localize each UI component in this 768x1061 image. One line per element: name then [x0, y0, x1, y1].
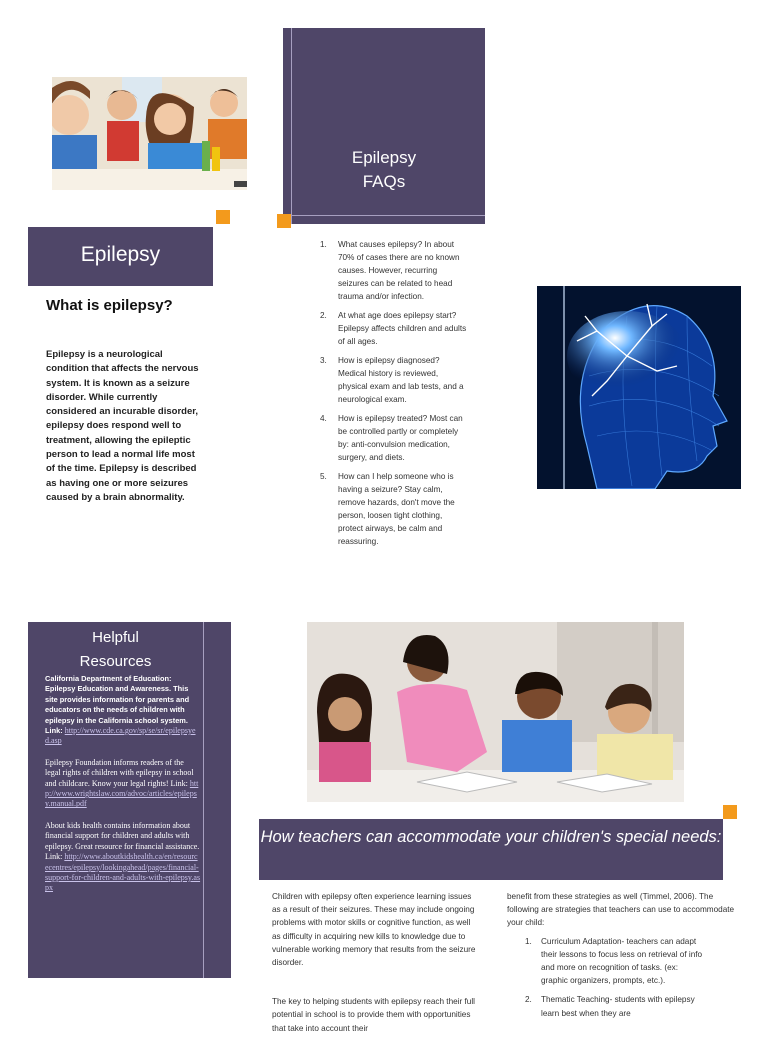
paragraph: The key to helping students with epilepsy reach their full potential in school is to provide them with opportunities that take into account their	[272, 997, 475, 1033]
resource-link-cde[interactable]: http://www.cde.ca.gov/sp/se/sr/epilepsyed.asp	[45, 726, 196, 746]
faq-title-line2: FAQs	[362, 172, 406, 191]
faq-text: How is epilepsy diagnosed? Medical history is reviewed, physical exam and lab tests, and a neurological exam.	[338, 356, 464, 404]
orange-accent-square	[216, 210, 230, 224]
resources-list	[45, 674, 201, 905]
resources-title	[28, 626, 203, 674]
epilepsy-intro-text: Epilepsy is a neurological condition that affects the nervous system. It is known as a seizure disorder. While currently considered an incurable disorder, epilepsy does respond well to treatment, allowing the epileptic person to lead a normal life most of the time. Epilepsy is described as having one or more seizures caused by a brain abnormality.	[46, 349, 199, 503]
strategy-item	[507, 935, 703, 988]
paragraph: Children with epilepsy often experience learning issues as a result of their seizures. These may include ongoing problems with motor skills or cognitive function, as well as difficulty in acquiring new kills to knowledge due to vulnerable working memory that results from the seizure disorder.	[272, 892, 476, 968]
faq-number: 3.	[320, 356, 327, 365]
faq-title-banner	[283, 28, 485, 224]
resource-link-aboutkidshealth[interactable]: http://www.aboutkidshealth.ca/en/resourcecentres/epilepsy/lookingahead/pages/financial-support-for-children-and-adults-with-epilepsy.aspx	[45, 852, 201, 893]
teacher-students-photo	[307, 622, 684, 802]
strategy-text: Thematic Teaching- students with epilepsy learn best when they are	[541, 995, 695, 1018]
faq-item	[318, 470, 468, 548]
resource-item	[45, 758, 201, 810]
resource-link-wrightslaw[interactable]: http://www.wrightslaw.com/advoc/articles/epilepsy.manual.pdf	[45, 778, 199, 809]
banner-accent-line	[291, 28, 292, 224]
faq-number: 2.	[320, 311, 327, 320]
orange-accent-square	[277, 214, 291, 228]
resources-title-line1: Helpful	[92, 629, 139, 646]
strategies-text	[507, 890, 737, 1026]
teachers-banner-title: How teachers can accommodate your children's special needs:	[260, 828, 722, 846]
teachers-accommodate-banner	[259, 819, 723, 880]
faq-title	[283, 146, 485, 194]
strategy-number: 1.	[525, 936, 532, 946]
strategy-number: 2.	[525, 995, 532, 1005]
faq-number: 4.	[320, 414, 327, 423]
resource-item	[45, 674, 201, 747]
strategies-list	[507, 935, 737, 1020]
faq-text: What causes epilepsy? In about 70% of cases there are no known causes. However, recurring seizures can be related to head trauma and/or infection.	[338, 240, 460, 301]
faq-item	[318, 354, 468, 406]
what-is-epilepsy-heading: What is epilepsy?	[46, 297, 173, 314]
faq-item	[318, 309, 468, 348]
resource-description: California Department of Education: Epilepsy Education and Awareness. This site provides information for parents and educators on the needs of children with epilepsy in the California school system. Link:	[45, 674, 190, 736]
brain-illustration	[537, 286, 741, 489]
faq-text: How can I help someone who is having a seizure? Stay calm, remove hazards, don't move the person, loosen tight clothing, protect airways, be calm and reassuring.	[338, 472, 455, 546]
paragraph: benefit from these strategies as well (Timmel, 2006). The following are strategies that teachers can use to accommodate your child:	[507, 892, 735, 928]
orange-accent-square	[723, 805, 737, 819]
helpful-resources-panel	[28, 622, 231, 978]
children-classroom-photo	[52, 77, 247, 190]
faq-list	[318, 238, 468, 554]
learning-issues-text	[272, 890, 477, 1061]
faq-item	[318, 238, 468, 303]
panel-accent-line	[203, 622, 204, 978]
resource-item	[45, 821, 201, 894]
faq-number: 5.	[320, 472, 327, 481]
strategy-item	[507, 993, 703, 1019]
banner-accent-line	[283, 215, 485, 216]
faq-text: How is epilepsy treated? Most can be controlled partly or completely by: anti-convulsion medication, surgery, and diets.	[338, 414, 463, 462]
faq-title-line1: Epilepsy	[351, 148, 417, 167]
resource-description: About kids health contains information about financial support for children and adults with epilepsy. Great resource for financial assistance. Link:	[45, 820, 200, 862]
faq-text: At what age does epilepsy start? Epilepsy affects children and adults of all ages.	[338, 311, 467, 346]
strategy-text: Curriculum Adaptation- teachers can adapt their lessons to focus less on retrieval of info and more on recognition of tasks. (ex: graphic organizers, prompts, etc.).	[541, 936, 703, 986]
faq-number: 1.	[320, 240, 327, 249]
faq-item	[318, 412, 468, 464]
resources-title-line2: Resources	[79, 653, 152, 670]
epilepsy-title-banner	[28, 227, 213, 286]
resource-description: Epilepsy Foundation informs readers of the legal rights of children with epilepsy in school and childcare. Know your legal rights! Link:	[45, 757, 194, 788]
epilepsy-title: Epilepsy	[80, 243, 161, 266]
